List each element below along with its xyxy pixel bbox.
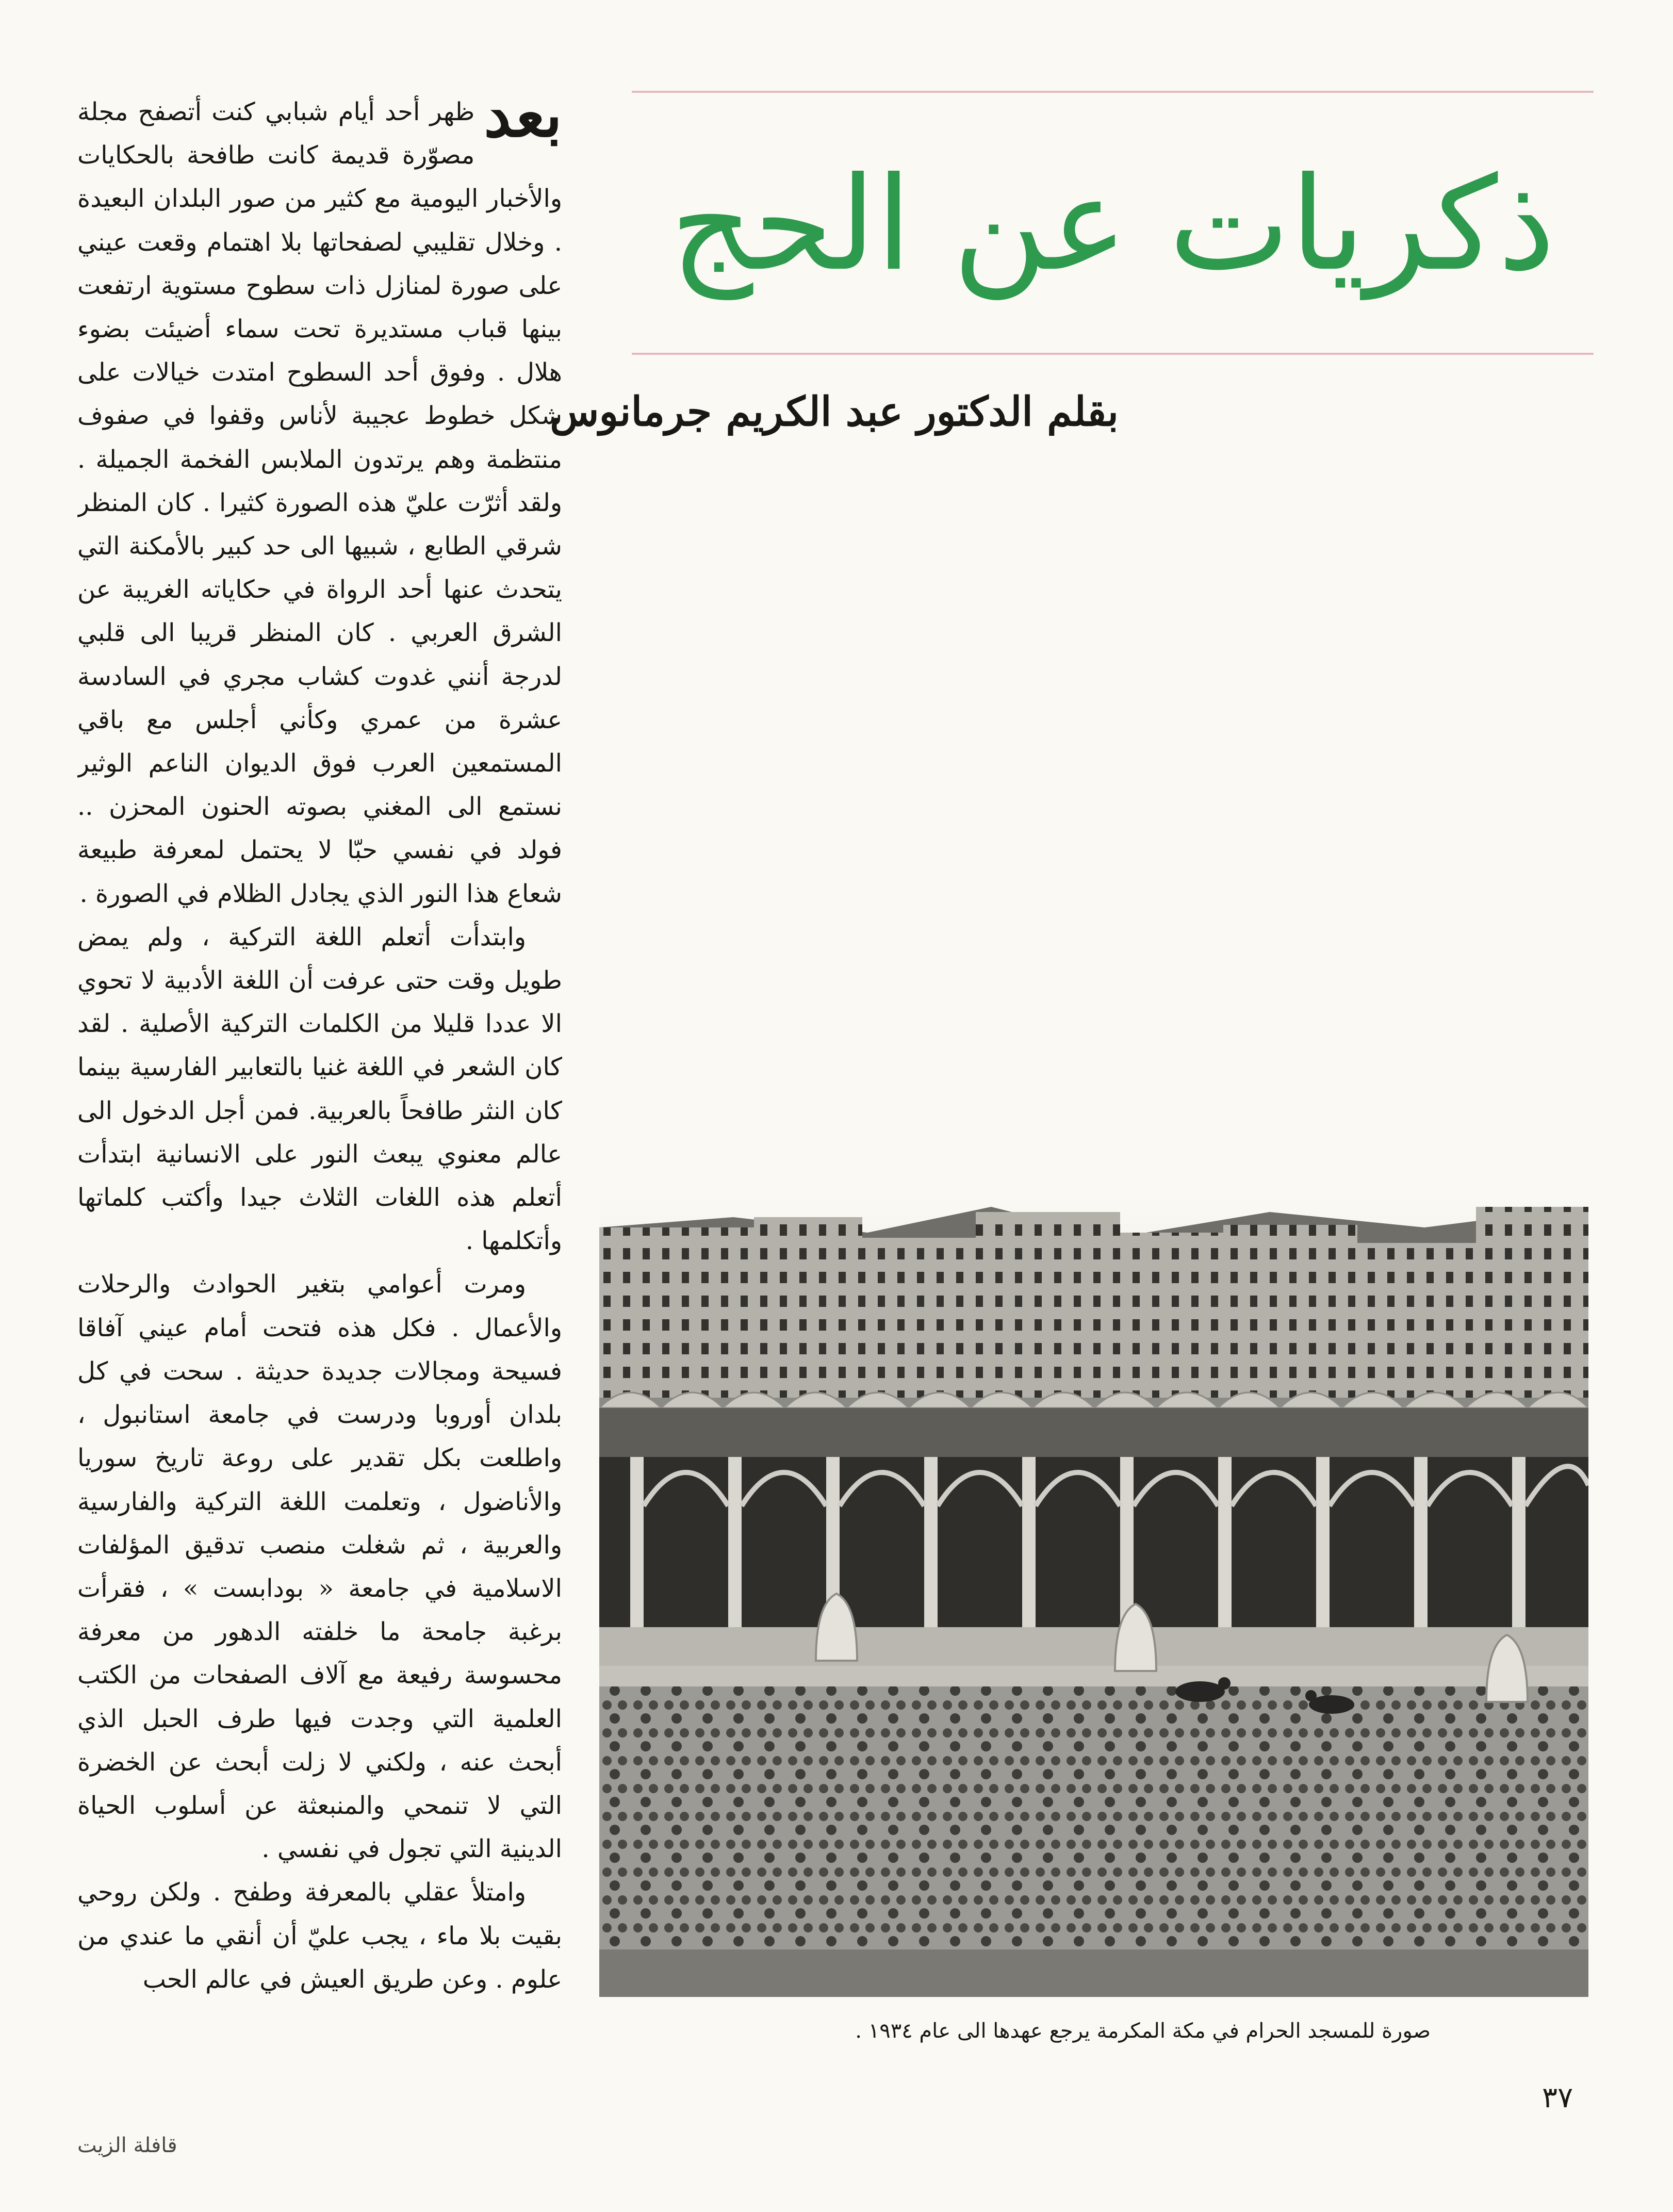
mosque-photo-illustration: [599, 1197, 1588, 1997]
title-top-rule: [632, 91, 1594, 93]
article-paragraph-4: وامتلأ عقلي بالمعرفة وطفح . ولكن روحي بقيت بلا ماء ، يجب عليّ أن أنقي ما عندي من علوم . وعن طريق العيش في عالم الحب: [77, 1878, 562, 1994]
article-paragraph-2: وابتدأت أتعلم اللغة التركية ، ولم يمض طويل وقت حتى عرفت أن اللغة الأدبية لا تحوي الا عددا قليلا من الكلمات التركية الأصلية . لقد كان الشعر في اللغة غنيا بالتعابير الفارسية بينما كان النثر طافحاً بالعربية. فمن أجل الدخول الى عالم معنوي يبعث النور على الانسانية ابتدأت أتعلم هذه اللغات الثلاث جيدا وأكتب كلماتها وأتكلمها .: [77, 922, 562, 1256]
article-body: [77, 90, 562, 2086]
title-bottom-rule: [632, 353, 1594, 355]
photo-caption: صورة للمسجد الحرام في مكة المكرمة يرجع عهدها الى عام ١٩٣٤ .: [855, 2019, 1431, 2043]
author-byline: بقلم الدكتور عبد الكريم جرمانوس: [550, 388, 1119, 435]
paragraph-text: ظهر أحد أيام شبابي كنت أتصفح مجلة مصوّرة قديمة كانت طافحة بالحكايات والأخبار اليومية مع كثير من صور البلدان البعيدة . وخلال تقليبي لصفحاتها بلا اهتمام وقعت عيني على صورة لمنازل ذات سطوح مستوية ارتفعت بينها قباب مستديرة تحت سماء أضيئت بضوء هلال . وفوق أحد السطوح امتدت خيالات على شكل خطوط عجيبة لأناس وقفوا في صفوف منتظمة وهم يرتدون الملابس الفخمة الجميلة . ولقد أثرّت عليّ هذه الصورة كثيرا . كان المنظر شرقي الطابع ، شبيها الى حد كبير بالأمكنة التي يتحدث عنها أحد الرواة في حكاياته الغريبة عن الشرق العربي . كان المنظر قريبا الى قلبي لدرجة أنني غدوت كشاب مجري في السادسة عشرة من عمري وكأني أجلس مع باقي المستمعين العرب فوق الديوان الناعم الوثير نستمع الى المغني بصوته الحنون المحزن .. فولد في نفسي حبّا لا يحتمل لمعرفة طبيعة شعاع هذا النور الذي يجادل الظلام في الصورة .: [77, 97, 562, 908]
article-paragraph-3: ومرت أعوامي بتغير الحوادث والرحلات والأعمال . فكل هذه فتحت أمام عيني آفاقا فسيحة ومجالات جديدة حديثة . سحت في كل بلدان أوروبا ودرست في جامعة استانبول ، واطلعت بكل تقدير على روعة تاريخ سوريا والأناضول ، وتعلمت اللغة التركية والفارسية والعربية ، ثم شغلت منصب تدقيق المؤلفات الاسلامية في جامعة « بودابست » ، فقرأت برغبة جامحة ما خلفته الدهور من معرفة محسوسة رفيعة مع آلاف الصفحات من الكتب العلمية التي وجدت فيها طرف الحبل الذي أبحث عنه ، ولكني لا زلت أبحث عن الخضرة التي لا تنمحي والمنبعثة عن أسلوب الحياة الدينية التي تجول في نفسي .: [77, 1270, 562, 1864]
magazine-name: قافلة الزيت: [77, 2134, 177, 2157]
article-title: ذكريات عن الحج: [670, 149, 1555, 299]
mosque-photo: [599, 1197, 1588, 1997]
page-number: ٣٧: [1542, 2081, 1573, 2115]
article-paragraph-1: [77, 90, 562, 915]
drop-word: بعد: [484, 90, 562, 151]
